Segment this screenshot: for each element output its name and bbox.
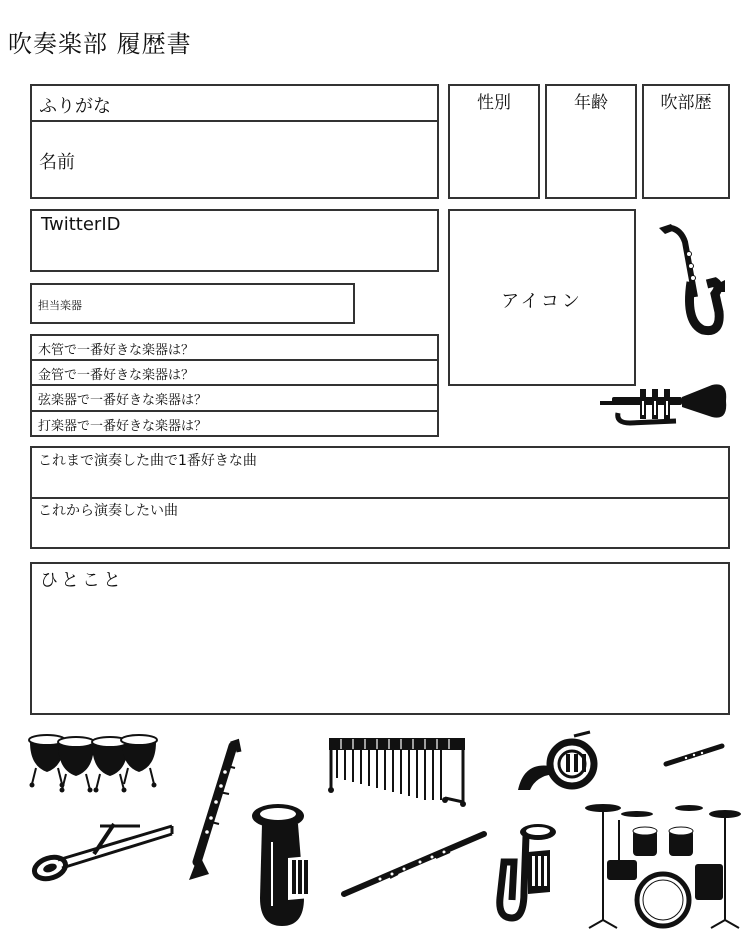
percussion-question: 打楽器で一番好きな楽器は？ (38, 419, 208, 434)
age-label: 年齢 (574, 93, 608, 113)
age-field[interactable] (545, 84, 637, 199)
gender-label: 性別 (477, 93, 511, 113)
name-label: 名前 (39, 152, 75, 173)
piccolo-icon (664, 742, 724, 768)
instrument-label: 担当楽器 (38, 299, 82, 312)
want-to-play-label: これから演奏したい曲 (38, 503, 178, 519)
strings-question: 弦楽器で一番好きな楽器は？ (38, 393, 208, 408)
french-horn-icon (514, 732, 602, 794)
furigana-field[interactable] (32, 86, 437, 118)
woodwind-answer-field[interactable] (200, 336, 437, 357)
brass-question: 金管で一番好きな楽器は？ (38, 368, 195, 383)
gender-field[interactable] (448, 84, 540, 199)
furigana-label: ふりがな (39, 96, 111, 117)
brass-answer-field[interactable] (200, 361, 437, 382)
woodwind-question: 木管で一番好きな楽器は？ (38, 343, 195, 358)
euphonium-icon (494, 822, 562, 922)
twitter-field[interactable] (30, 209, 439, 272)
favorite-played-field[interactable] (32, 470, 728, 496)
want-to-play-field[interactable] (32, 520, 728, 547)
icon-field[interactable] (448, 209, 636, 386)
band-years-label: 吹部歴 (660, 93, 712, 113)
tuba-icon (248, 802, 316, 932)
percussion-answer-field[interactable] (210, 412, 437, 435)
timpani-icon (28, 732, 158, 792)
songs-divider (32, 497, 728, 499)
favorite-played-label: これまで演奏した曲で1番好きな曲 (38, 453, 257, 469)
instrument-field[interactable] (30, 283, 355, 324)
clarinet-icon (185, 742, 243, 882)
band-years-field[interactable] (642, 84, 730, 199)
twitter-label: TwitterID (41, 214, 121, 235)
trombone-icon (30, 820, 175, 882)
comment-label: ひとこと (40, 570, 124, 591)
drum-kit-icon (583, 800, 743, 928)
icon-label: アイコン (501, 291, 583, 312)
marimba-icon (327, 738, 467, 810)
trumpet-icon (600, 377, 728, 429)
flute-icon (340, 830, 488, 900)
comment-field[interactable] (30, 562, 730, 715)
strings-answer-field[interactable] (210, 386, 437, 408)
saxophone-icon (655, 222, 730, 337)
name-field[interactable] (32, 122, 437, 197)
page-title: 吹奏楽部 履歴書 (8, 30, 192, 58)
